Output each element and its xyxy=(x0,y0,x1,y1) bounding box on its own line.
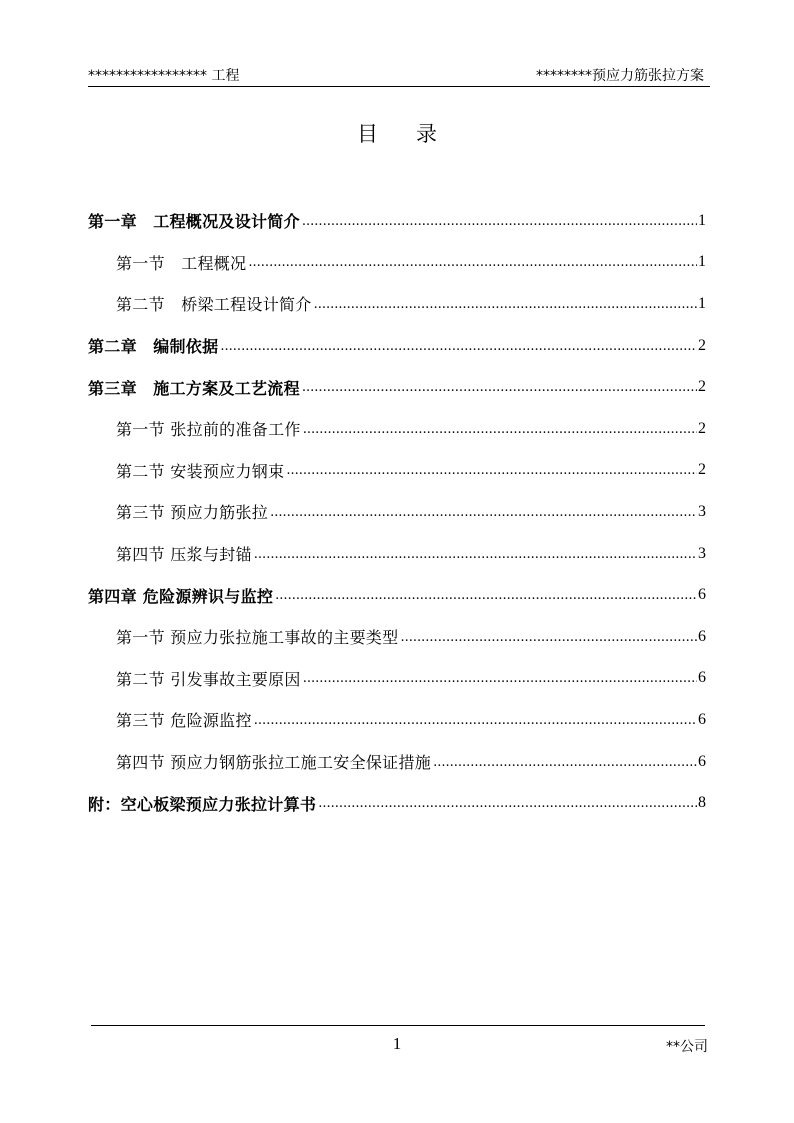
toc-entry-title: 第一节 工程概况 xyxy=(116,253,247,273)
toc-page-number: 2 xyxy=(698,461,706,479)
toc-entry-title: 第一节 预应力张拉施工事故的主要类型 xyxy=(116,628,399,648)
toc-chapter-entry[interactable] xyxy=(88,200,706,242)
toc-entry-title: 附：空心板梁预应力张拉计算书 xyxy=(88,794,317,814)
header-project-name: ***************** 工程 xyxy=(88,68,240,84)
toc-section-entry[interactable] xyxy=(88,242,706,284)
toc-section-entry[interactable] xyxy=(88,450,706,492)
toc-dot-leader xyxy=(318,793,697,813)
toc-page-number: 6 xyxy=(698,586,706,604)
toc-section-entry[interactable] xyxy=(88,491,706,533)
toc-entry-title: 第二章 编制依据 xyxy=(88,337,219,357)
toc-page-number: 8 xyxy=(698,794,706,812)
toc-dot-leader xyxy=(275,585,697,605)
toc-section-entry[interactable] xyxy=(88,658,706,700)
footer-company: **公司 xyxy=(666,1039,708,1055)
toc-entry-title: 第二节 引发事故主要原因 xyxy=(116,669,301,689)
toc-entry-title: 第一节 张拉前的准备工作 xyxy=(116,420,301,440)
toc-entry-title: 第一章 工程概况及设计简介 xyxy=(88,212,300,232)
toc-dot-leader xyxy=(314,294,697,314)
toc-section-entry[interactable] xyxy=(88,408,706,450)
toc-dot-leader xyxy=(303,419,697,439)
toc-section-entry[interactable] xyxy=(88,741,706,783)
toc-entry-title: 第四节 压浆与封锚 xyxy=(116,545,252,565)
toc-section-entry[interactable] xyxy=(88,283,706,325)
toc-chapter-entry[interactable] xyxy=(88,325,706,367)
toc-dot-leader xyxy=(254,544,697,564)
toc-section-entry[interactable] xyxy=(88,699,706,741)
toc-page-number: 1 xyxy=(698,253,706,271)
toc-entry-title: 第二节 安装预应力钢束 xyxy=(116,461,285,481)
toc-page-number: 6 xyxy=(698,710,706,728)
toc-section-entry[interactable] xyxy=(88,616,706,658)
toc-chapter-entry[interactable] xyxy=(88,782,706,824)
toc-page-number: 6 xyxy=(698,627,706,645)
toc-dot-leader xyxy=(302,211,697,231)
footer-page-number: 1 xyxy=(392,1034,402,1053)
toc-entry-title: 第三章 施工方案及工艺流程 xyxy=(88,378,300,398)
toc-page-number: 3 xyxy=(698,502,706,520)
toc-page-number: 1 xyxy=(698,211,706,229)
toc-page-number: 1 xyxy=(698,294,706,312)
table-of-contents xyxy=(88,200,706,824)
toc-section-entry[interactable] xyxy=(88,533,706,575)
toc-dot-leader xyxy=(270,502,697,522)
toc-entry-title: 第三节 危险源监控 xyxy=(116,711,252,731)
toc-entry-title: 第四节 预应力钢筋张拉工施工安全保证措施 xyxy=(116,753,432,773)
toc-entry-title: 第三节 预应力筋张拉 xyxy=(116,503,269,523)
footer-divider xyxy=(91,1025,705,1026)
toc-page-number: 2 xyxy=(698,419,706,437)
toc-dot-leader xyxy=(302,377,697,397)
toc-dot-leader xyxy=(220,336,697,356)
toc-page-number: 6 xyxy=(698,752,706,770)
page-header xyxy=(88,62,710,87)
toc-dot-leader xyxy=(401,627,698,647)
toc-dot-leader xyxy=(254,710,697,730)
toc-entry-title: 第四章 危险源辨识与监控 xyxy=(88,586,274,606)
toc-dot-leader xyxy=(433,752,697,772)
toc-entry-title: 第二节 桥梁工程设计简介 xyxy=(116,295,312,315)
toc-page-number: 6 xyxy=(698,669,706,687)
toc-chapter-entry[interactable] xyxy=(88,366,706,408)
toc-page-number: 3 xyxy=(698,544,706,562)
toc-title: 目录 xyxy=(357,122,475,146)
toc-dot-leader xyxy=(303,668,697,688)
header-document-title: ********预应力筋张拉方案 xyxy=(536,68,704,84)
toc-page-number: 2 xyxy=(698,336,706,354)
toc-dot-leader xyxy=(286,460,697,480)
toc-dot-leader xyxy=(248,252,697,272)
toc-chapter-entry[interactable] xyxy=(88,574,706,616)
toc-page-number: 2 xyxy=(698,378,706,396)
